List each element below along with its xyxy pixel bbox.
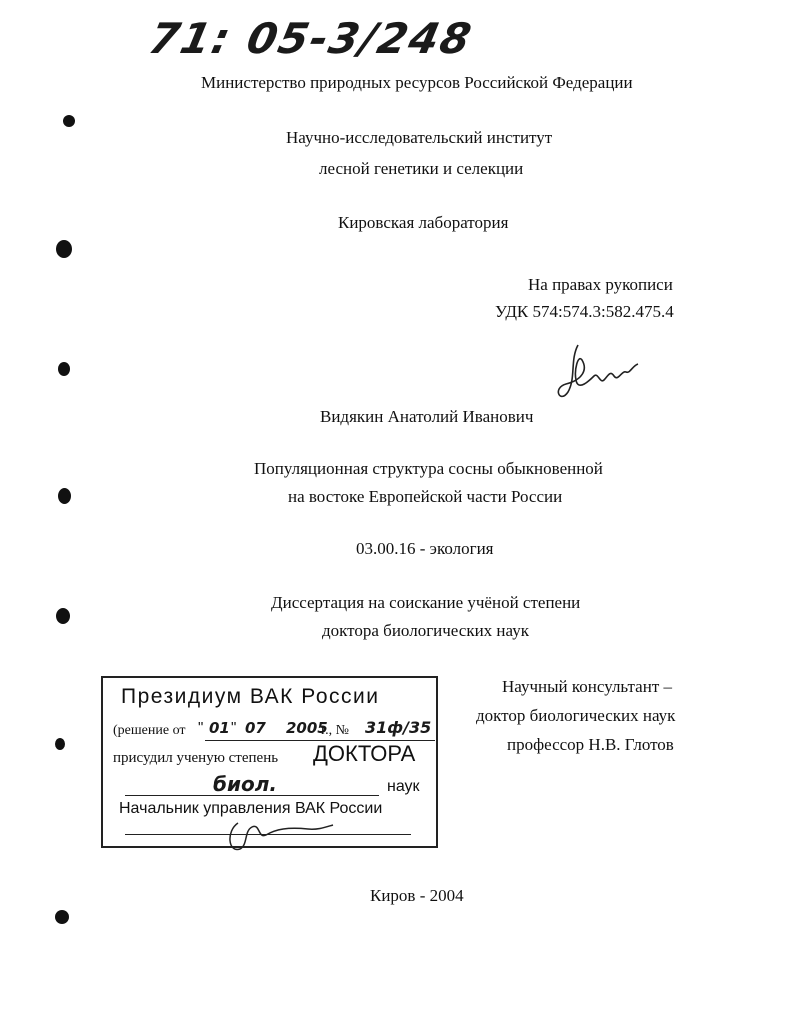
institute-line-1: Научно-исследовательский институт [286,128,553,147]
scan-hole-mark [56,240,72,258]
consultant-line-2: доктор биологических наук [476,706,676,725]
stamp-signature-icon [218,813,338,863]
stamp-field-suffix: наук [387,778,420,795]
degree-line-1: Диссертация на соискание учёной степени [271,593,581,612]
scan-hole-mark [55,910,69,924]
degree-line-2: доктора биологических наук [322,621,529,640]
author-signature-icon [548,340,643,410]
consultant-line-1: Научный консультант – [502,677,672,696]
stamp-degree: ДОКТОРА [313,741,416,766]
scan-hole-mark [55,738,65,750]
manuscript-rights: На правах рукописи [528,275,673,294]
stamp-decision-prefix: (решение от [113,723,186,738]
stamp-chief: Начальник управления ВАК России [119,800,383,817]
scan-hole-mark [56,608,70,624]
ministry-name: Министерство природных ресурсов Российской Федерации [201,73,633,92]
stamp-awarded: присудил ученую степень [113,750,279,766]
author-name: Видякин Анатолий Иванович [320,407,534,426]
scan-hole-mark [58,488,71,504]
stamp-field: биол. [213,772,277,796]
specialty-code: 03.00.16 - экология [356,539,494,558]
handwritten-code: 71: 05-3/248 [144,14,478,63]
udk-code: УДК 574:574.3:582.475.4 [495,302,674,321]
institute-line-2: лесной генетики и селекции [319,159,524,178]
stamp-header: Президиум ВАК России [121,685,380,708]
dissertation-title-line-1: Популяционная структура сосны обыкновенной [254,459,603,478]
vak-stamp [101,676,438,848]
stamp-quote-close: " [231,719,237,736]
stamp-decision-year: 2005 [286,719,328,737]
consultant-line-3: профессор Н.В. Глотов [507,735,674,754]
scan-hole-mark [63,115,75,127]
stamp-field-underline [125,795,379,796]
dissertation-title-line-2: на востоке Европейской части России [288,487,563,506]
stamp-decision-day: 01 [209,719,230,737]
stamp-decision-number: 31ф/35 [365,718,432,737]
stamp-decision-year-suffix: г., № [321,723,350,738]
stamp-decision-month: 07 [245,719,266,737]
scan-hole-mark [58,362,70,376]
laboratory-name: Кировская лаборатория [338,213,509,232]
city-year: Киров - 2004 [370,886,464,905]
stamp-quote-open: " [198,719,204,736]
